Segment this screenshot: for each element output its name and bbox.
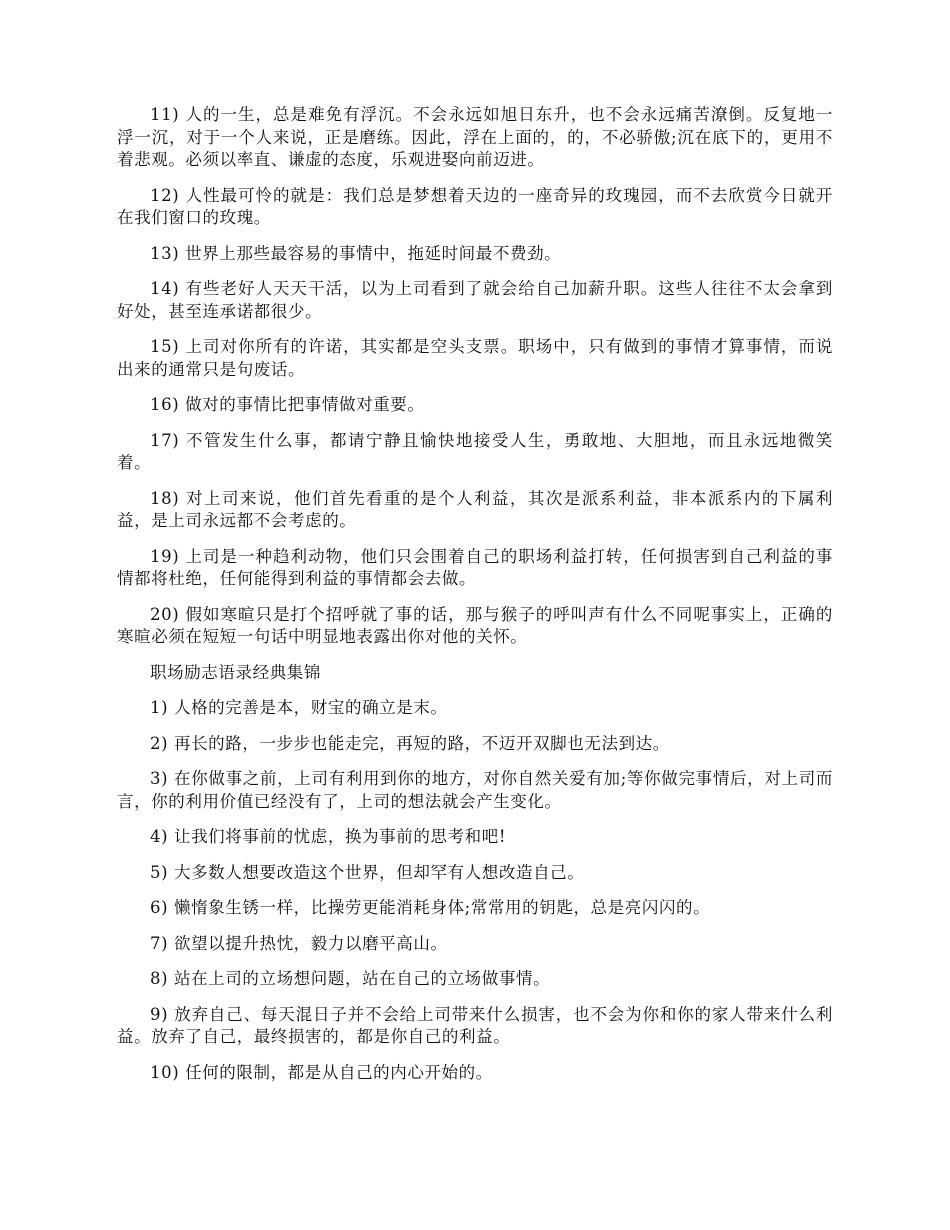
paragraph-15: 15) 上司对你所有的许诺，其实都是空头支票。职场中，只有做到的事情才算事情，而说出来的通常只是句废话。 (117, 337, 833, 379)
quote-9: 9) 放弃自己、每天混日子并不会给上司带来什么损害，也不会为你和你的家人带来什么利益。放弃了自己，最终损害的，都是你自己的利益。 (117, 1004, 833, 1046)
paragraph-17: 17) 不管发生什么事，都请宁静且愉快地接受人生，勇敢地、大胆地，而且永远地微笑着。 (117, 430, 833, 472)
quote-6: 6) 懒惰象生锈一样，比操劳更能消耗身体;常常用的钥匙，总是亮闪闪的。 (150, 898, 711, 917)
paragraph-19: 19) 上司是一种趋利动物，他们只会围着自己的职场利益打转，任何损害到自己利益的事情都将杜绝，任何能得到利益的事情都会去做。 (117, 546, 833, 588)
quote-2: 2) 再长的路，一步步也能走完，再短的路，不迈开双脚也无法到达。 (150, 733, 670, 753)
quote-5: 5) 大多数人想要改造这个世界，但却罕有人想改造自己。 (150, 862, 585, 882)
paragraph-16: 16) 做对的事情比把事情做对重要。 (150, 395, 425, 414)
paragraph-20: 20) 假如寒暄只是打个招呼就了事的话，那与猴子的呼叫声有什么不同呢事实上，正确的寒暄必须在短短一句话中明显地表露出你对他的关怀。 (117, 604, 833, 646)
paragraph-14: 14) 有些老好人天天干活，以为上司看到了就会给自己加薪升职。这些人往往不太会拿到好处，甚至连承诺都很少。 (117, 279, 833, 321)
quote-10: 10) 任何的限制，都是从自己的内心开始的。 (150, 1062, 493, 1082)
quote-1: 1) 人格的完善是本，财宝的确立是末。 (150, 698, 448, 717)
paragraph-12: 12) 人性最可怜的就是：我们总是梦想着天边的一座奇异的玫瑰园，而不去欣赏今日就开在我们窗口的玫瑰。 (117, 185, 833, 227)
section-heading: 职场励志语录经典集锦 (150, 662, 321, 682)
paragraph-11: 11) 人的一生，总是难免有浮沉。不会永远如旭日东升，也不会永远痛苦潦倒。反复地一浮一沉，对于一个人来说，正是磨练。因此，浮在上面的，的，不必骄傲;沉在底下的，更用不着悲观。必须以率直、谦虚的态度，乐观进娶向前迈进。 (117, 105, 833, 169)
paragraph-13: 13) 世界上那些最容易的事情中，拖延时间最不费劲。 (150, 243, 562, 263)
quote-8: 8) 站在上司的立场想问题，站在自己的立场做事情。 (150, 969, 551, 988)
paragraph-18: 18) 对上司来说，他们首先看重的是个人利益，其次是派系利益，非本派系内的下属利益，是上司永远都不会考虑的。 (117, 488, 833, 530)
quote-7: 7) 欲望以提升热忱，毅力以磨平高山。 (150, 933, 448, 953)
document-body (117, 104, 833, 1097)
quote-3: 3) 在你做事之前，上司有利用到你的地方，对你自然关爱有加;等你做完事情后，对上司而言，你的利用价值已经没有了，上司的想法就会产生变化。 (117, 769, 833, 811)
quote-4: 4) 让我们将事前的忧虑，换为事前的思考和吧! (150, 827, 507, 846)
